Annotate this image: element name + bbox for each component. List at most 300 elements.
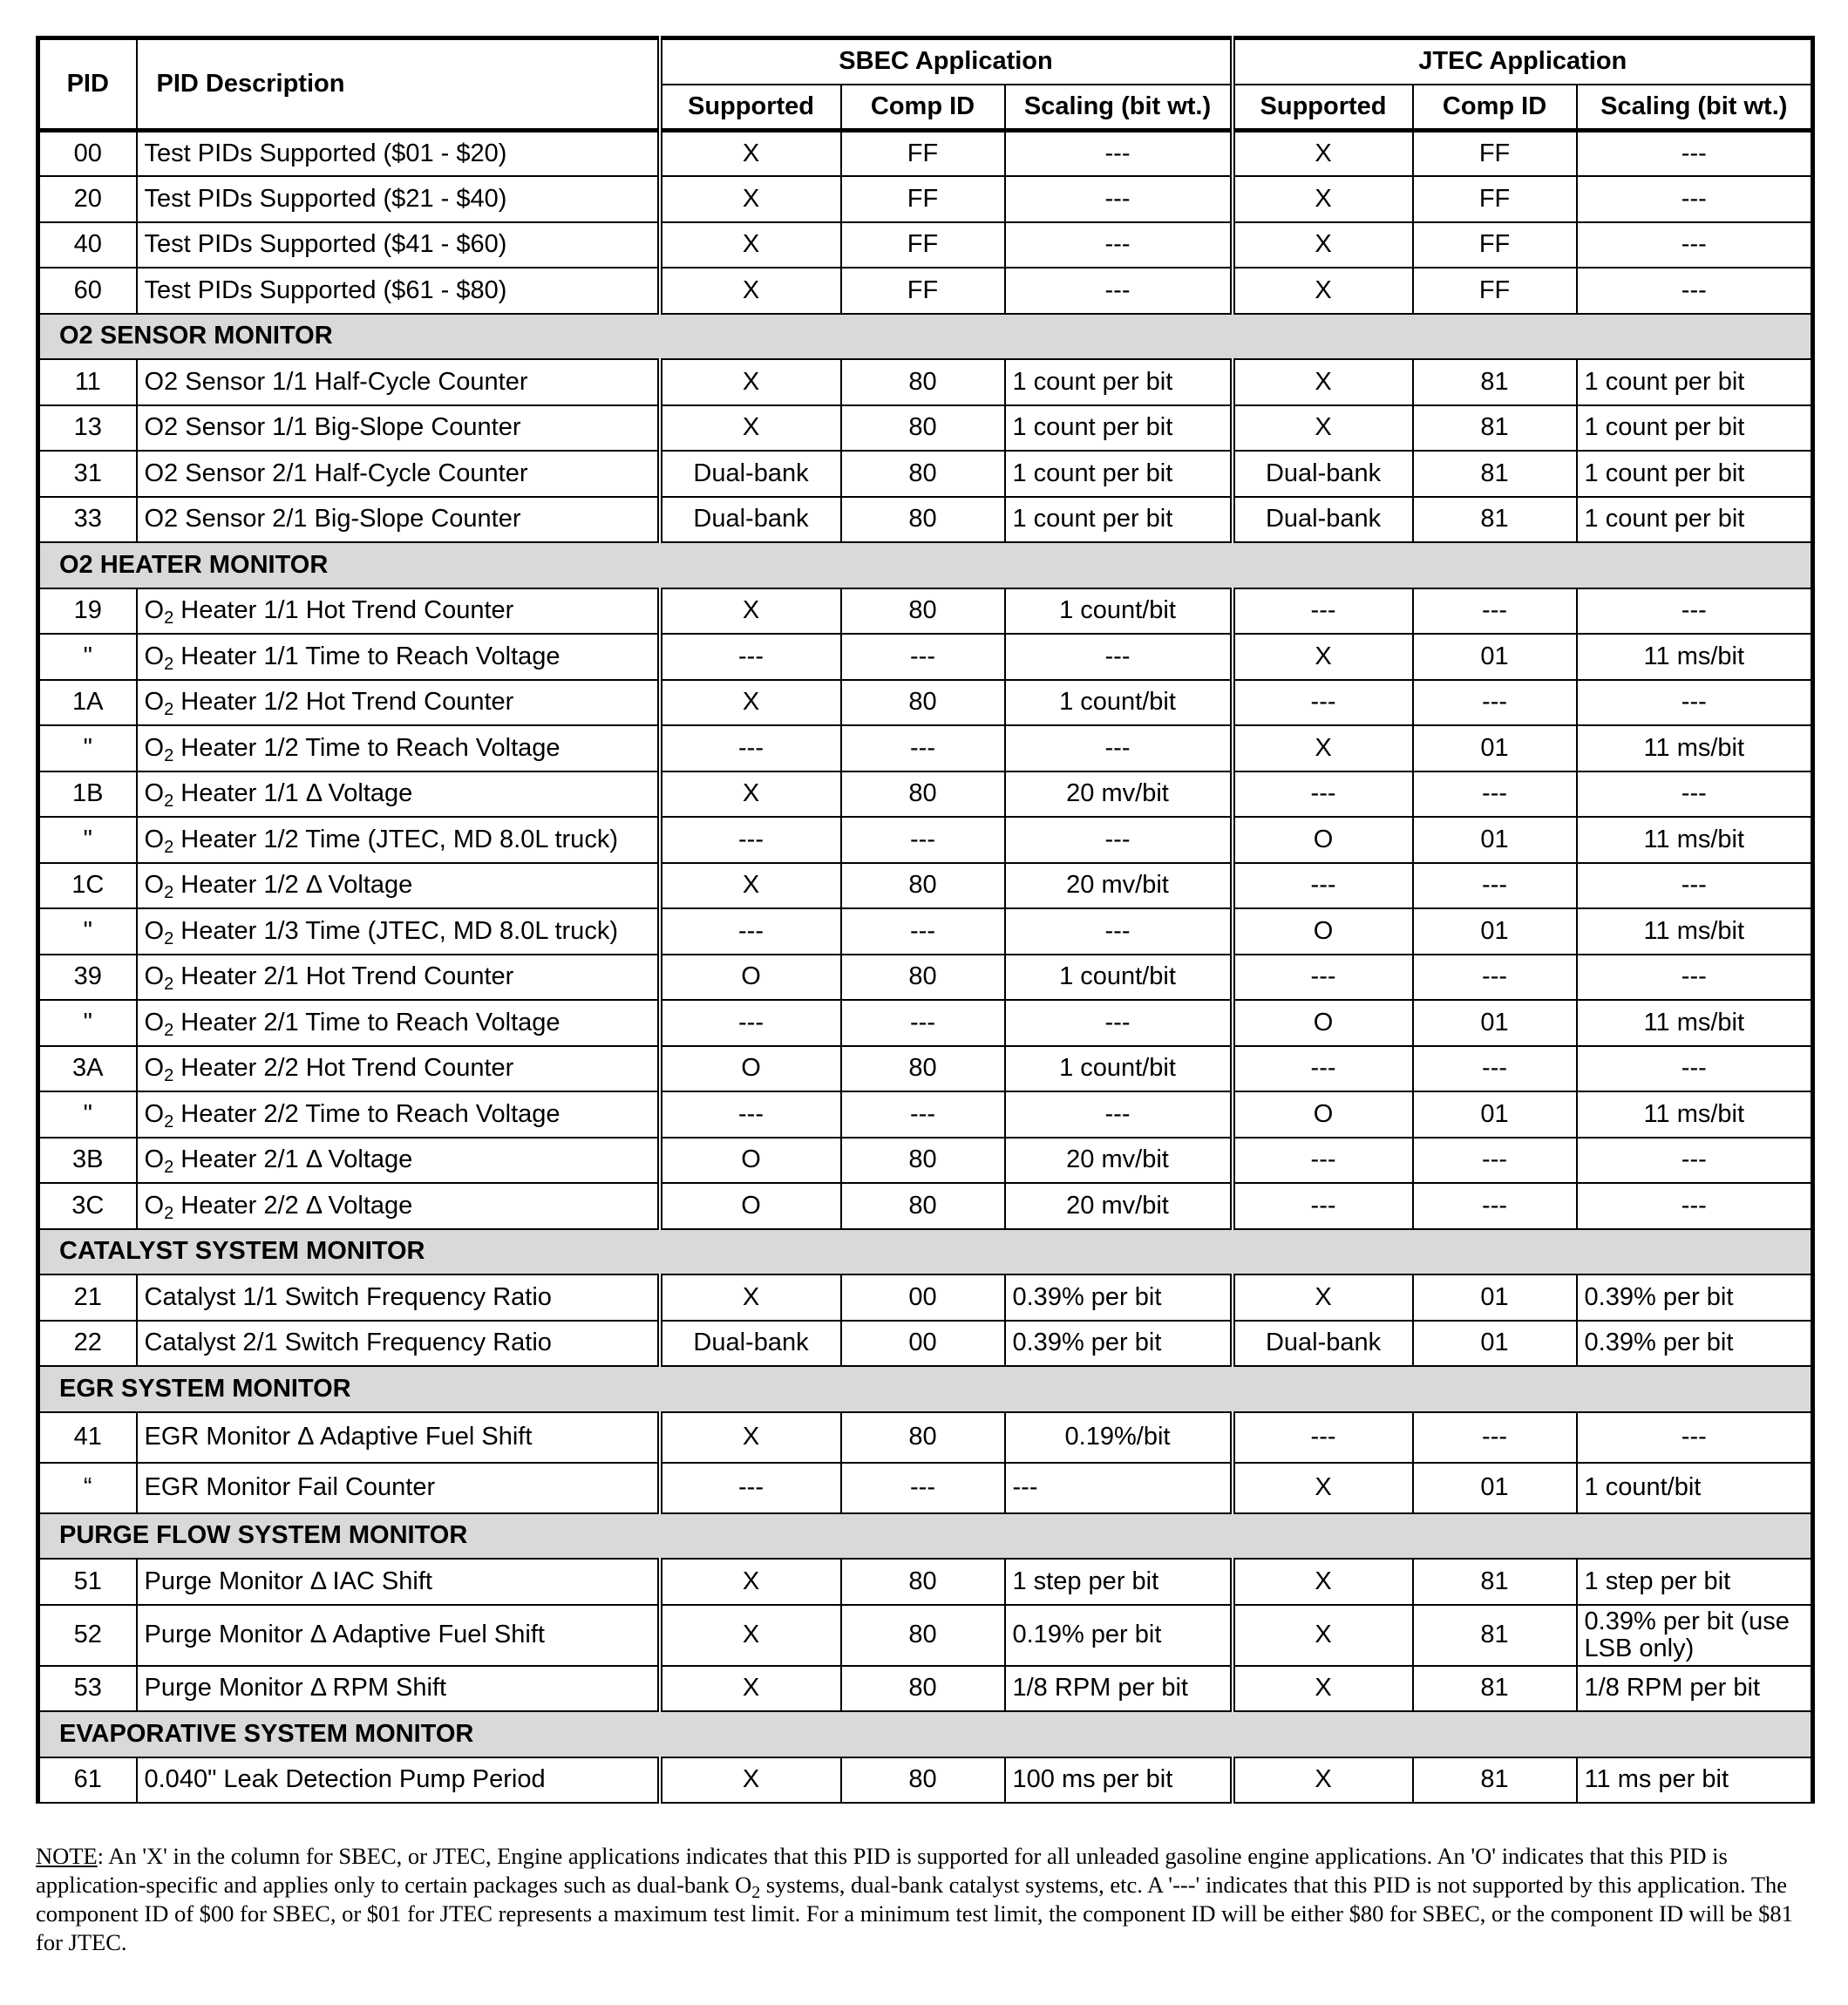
jtec-scaling-cell: --- (1577, 131, 1813, 177)
sbec-supported-cell: Dual-bank (660, 497, 841, 543)
jtec-supported-cell: --- (1233, 1138, 1413, 1184)
jtec-scaling-cell: 1 count per bit (1577, 497, 1813, 543)
table-row (38, 1605, 1813, 1666)
jtec-comp-id-cell: --- (1413, 771, 1577, 818)
sbec-comp-id-cell: 80 (841, 1605, 1005, 1666)
pid-cell: 31 (38, 451, 137, 497)
section-row (38, 1366, 1813, 1412)
sbec-scaling-cell: 1 count/bit (1005, 588, 1233, 635)
table-row (38, 1046, 1813, 1092)
section-title: EGR SYSTEM MONITOR (38, 1366, 1813, 1412)
sbec-scaling-cell: --- (1005, 725, 1233, 771)
sbec-scaling-cell: 0.19% per bit (1005, 1605, 1233, 1666)
sbec-scaling-cell: --- (1005, 222, 1233, 268)
table-row (38, 359, 1813, 405)
sbec-scaling-cell: 0.39% per bit (1005, 1274, 1233, 1321)
jtec-supported-cell: O (1233, 1091, 1413, 1138)
sbec-scaling-cell: 0.39% per bit (1005, 1321, 1233, 1367)
sbec-supported-cell: O (660, 1183, 841, 1229)
sbec-comp-id-cell: 80 (841, 680, 1005, 726)
jtec-supported-cell: --- (1233, 1183, 1413, 1229)
o2-subscript: 2 (164, 1020, 174, 1040)
sbec-scaling-cell: 1 count per bit (1005, 497, 1233, 543)
pid-cell: 33 (38, 497, 137, 543)
sbec-supported-cell: O (660, 955, 841, 1001)
description-cell: Catalyst 2/1 Switch Frequency Ratio (137, 1321, 660, 1367)
pid-cell: " (38, 908, 137, 955)
sbec-scaling-cell: 1 count/bit (1005, 680, 1233, 726)
o2-subscript: 2 (164, 745, 174, 765)
description-cell: $O_2$ Heater 1/2 Hot Trend Counter (137, 680, 660, 726)
o2-subscript: 2 (164, 1203, 174, 1223)
sbec-comp-id-cell: 80 (841, 405, 1005, 452)
description-cell: EGR Monitor Fail Counter (137, 1463, 660, 1513)
header-description: PID Description (137, 38, 660, 131)
pid-cell: 39 (38, 955, 137, 1001)
sbec-scaling-cell: 1/8 RPM per bit (1005, 1666, 1233, 1712)
table-row (38, 1000, 1813, 1046)
sbec-comp-id-cell: --- (841, 1091, 1005, 1138)
description-cell: $O_2$ Heater 2/1 Hot Trend Counter (137, 955, 660, 1001)
jtec-scaling-cell: --- (1577, 588, 1813, 635)
description-cell: $O_2$ Heater 1/1 Hot Trend Counter (137, 588, 660, 635)
jtec-comp-id-cell: 81 (1413, 359, 1577, 405)
table-row (38, 863, 1813, 909)
jtec-comp-id-cell: 01 (1413, 1091, 1577, 1138)
sbec-comp-id-cell: --- (841, 908, 1005, 955)
jtec-scaling-cell: --- (1577, 1412, 1813, 1463)
jtec-supported-cell: X (1233, 1757, 1413, 1804)
pid-cell: 19 (38, 588, 137, 635)
sbec-comp-id-cell: --- (841, 725, 1005, 771)
jtec-scaling-cell: --- (1577, 1183, 1813, 1229)
pid-cell: 11 (38, 359, 137, 405)
jtec-scaling-cell: 11 ms/bit (1577, 1091, 1813, 1138)
jtec-scaling-cell: --- (1577, 771, 1813, 818)
sbec-supported-cell: X (660, 131, 841, 177)
section-row (38, 314, 1813, 360)
jtec-supported-cell: X (1233, 268, 1413, 314)
table-row (38, 1757, 1813, 1804)
sbec-scaling-cell: --- (1005, 131, 1233, 177)
pid-cell: 51 (38, 1559, 137, 1605)
o2-subscript: 2 (164, 608, 174, 629)
jtec-comp-id-cell: 81 (1413, 497, 1577, 543)
description-text: Heater 1/2 Time to Reach Voltage (180, 733, 561, 762)
pid-cell: " (38, 1091, 137, 1138)
description-cell: Purge Monitor Δ IAC Shift (137, 1559, 660, 1605)
jtec-comp-id-cell: --- (1413, 955, 1577, 1001)
sbec-scaling-cell: --- (1005, 1463, 1233, 1513)
header-sbec-group: SBEC Application (660, 38, 1233, 85)
description-text: Heater 2/1 Hot Trend Counter (180, 962, 514, 991)
sbec-scaling-cell: 1 count per bit (1005, 451, 1233, 497)
sbec-scaling-cell: 20 mv/bit (1005, 1183, 1233, 1229)
description-text: Heater 1/2 Time (JTEC, MD 8.0L truck) (180, 825, 618, 853)
sbec-scaling-cell: 1 count/bit (1005, 955, 1233, 1001)
sbec-scaling-cell: 1 step per bit (1005, 1559, 1233, 1605)
jtec-supported-cell: X (1233, 222, 1413, 268)
description-text: Heater 2/2 Hot Trend Counter (180, 1054, 514, 1083)
table-row (38, 908, 1813, 955)
jtec-supported-cell: X (1233, 359, 1413, 405)
sbec-supported-cell: --- (660, 1091, 841, 1138)
sbec-scaling-cell: --- (1005, 817, 1233, 863)
footnote (36, 1842, 1797, 1957)
sbec-comp-id-cell: FF (841, 131, 1005, 177)
section-title: O2 HEATER MONITOR (38, 542, 1813, 588)
pid-cell: 22 (38, 1321, 137, 1367)
pid-cell: 61 (38, 1757, 137, 1804)
table-row (38, 588, 1813, 635)
table-row (38, 1412, 1813, 1463)
sbec-supported-cell: --- (660, 1000, 841, 1046)
jtec-supported-cell: X (1233, 1559, 1413, 1605)
jtec-scaling-cell: 11 ms/bit (1577, 634, 1813, 680)
o2-subscript: 2 (164, 654, 174, 674)
o2-subscript: 2 (164, 792, 174, 812)
sbec-comp-id-cell: 80 (841, 1757, 1005, 1804)
o2-subscript: 2 (164, 1158, 174, 1178)
jtec-comp-id-cell: 01 (1413, 1321, 1577, 1367)
jtec-scaling-cell: 11 ms/bit (1577, 908, 1813, 955)
sbec-supported-cell: X (660, 1274, 841, 1321)
jtec-comp-id-cell: --- (1413, 863, 1577, 909)
sbec-scaling-cell: 20 mv/bit (1005, 1138, 1233, 1184)
jtec-comp-id-cell: FF (1413, 222, 1577, 268)
jtec-supported-cell: --- (1233, 588, 1413, 635)
description-text: Heater 1/1 Hot Trend Counter (180, 596, 514, 625)
jtec-scaling-cell: --- (1577, 1046, 1813, 1092)
sbec-comp-id-cell: FF (841, 222, 1005, 268)
jtec-scaling-cell: --- (1577, 955, 1813, 1001)
jtec-scaling-cell: --- (1577, 176, 1813, 222)
description-text: Heater 1/2 Hot Trend Counter (180, 688, 514, 717)
jtec-scaling-cell: 1 count per bit (1577, 451, 1813, 497)
sbec-comp-id-cell: 80 (841, 1046, 1005, 1092)
section-title: PURGE FLOW SYSTEM MONITOR (38, 1513, 1813, 1560)
jtec-supported-cell: Dual-bank (1233, 497, 1413, 543)
sbec-supported-cell: --- (660, 634, 841, 680)
section-row (38, 542, 1813, 588)
pid-cell: 1A (38, 680, 137, 726)
pid-cell: 21 (38, 1274, 137, 1321)
description-cell: Catalyst 1/1 Switch Frequency Ratio (137, 1274, 660, 1321)
jtec-comp-id-cell: --- (1413, 1412, 1577, 1463)
sbec-comp-id-cell: 80 (841, 863, 1005, 909)
sbec-scaling-cell: --- (1005, 908, 1233, 955)
description-cell: Test PIDs Supported ($01 - $20) (137, 131, 660, 177)
description-text: Heater 2/1 Time to Reach Voltage (180, 1008, 561, 1036)
jtec-comp-id-cell: 01 (1413, 817, 1577, 863)
sbec-comp-id-cell: --- (841, 634, 1005, 680)
jtec-supported-cell: X (1233, 1463, 1413, 1513)
sbec-supported-cell: X (660, 359, 841, 405)
section-title: O2 SENSOR MONITOR (38, 314, 1813, 360)
jtec-comp-id-cell: 01 (1413, 1000, 1577, 1046)
header-pid: PID (38, 38, 137, 131)
table-row (38, 222, 1813, 268)
o2-subscript: 2 (164, 1066, 174, 1086)
jtec-comp-id-cell: --- (1413, 588, 1577, 635)
o2-subscript: 2 (164, 883, 174, 903)
sbec-supported-cell: X (660, 222, 841, 268)
jtec-comp-id-cell: 81 (1413, 405, 1577, 452)
sbec-comp-id-cell: --- (841, 1000, 1005, 1046)
section-row (38, 1711, 1813, 1757)
sbec-comp-id-cell: 80 (841, 588, 1005, 635)
pid-cell: 20 (38, 176, 137, 222)
jtec-scaling-cell: 1/8 RPM per bit (1577, 1666, 1813, 1712)
sbec-comp-id-cell: 00 (841, 1274, 1005, 1321)
sbec-supported-cell: X (660, 863, 841, 909)
section-title: EVAPORATIVE SYSTEM MONITOR (38, 1711, 1813, 1757)
jtec-comp-id-cell: 01 (1413, 1274, 1577, 1321)
table-row (38, 771, 1813, 818)
table-row (38, 1559, 1813, 1605)
description-text: Heater 2/2 Time to Reach Voltage (180, 1099, 561, 1128)
table-row (38, 451, 1813, 497)
jtec-comp-id-cell: 01 (1413, 634, 1577, 680)
sbec-comp-id-cell: 80 (841, 359, 1005, 405)
table-row (38, 1091, 1813, 1138)
jtec-scaling-cell: 0.39% per bit (1577, 1274, 1813, 1321)
description-cell: Test PIDs Supported ($21 - $40) (137, 176, 660, 222)
sbec-supported-cell: X (660, 1666, 841, 1712)
jtec-supported-cell: --- (1233, 1046, 1413, 1092)
section-row (38, 1229, 1813, 1275)
table-row (38, 817, 1813, 863)
pid-cell: 1C (38, 863, 137, 909)
sbec-comp-id-cell: 80 (841, 955, 1005, 1001)
jtec-comp-id-cell: 01 (1413, 725, 1577, 771)
sbec-supported-cell: X (660, 1757, 841, 1804)
sbec-comp-id-cell: 00 (841, 1321, 1005, 1367)
sbec-scaling-cell: 0.19%/bit (1005, 1412, 1233, 1463)
sbec-comp-id-cell: 80 (841, 497, 1005, 543)
table-row (38, 955, 1813, 1001)
jtec-supported-cell: --- (1233, 771, 1413, 818)
sbec-scaling-cell: --- (1005, 634, 1233, 680)
description-cell: $O_2$ Heater 1/1 Time to Reach Voltage (137, 634, 660, 680)
jtec-comp-id-cell: --- (1413, 680, 1577, 726)
sbec-scaling-cell: 20 mv/bit (1005, 771, 1233, 818)
table-row (38, 1666, 1813, 1712)
header-sbec-scaling: Scaling (bit wt.) (1005, 85, 1233, 131)
note-subscript: 2 (751, 1883, 761, 1902)
section-row (38, 1513, 1813, 1560)
pid-cell: 3B (38, 1138, 137, 1184)
description-cell: O2 Sensor 1/1 Big-Slope Counter (137, 405, 660, 452)
jtec-comp-id-cell: 01 (1413, 908, 1577, 955)
description-cell: $O_2$ Heater 1/1 Δ Voltage (137, 771, 660, 818)
jtec-supported-cell: X (1233, 634, 1413, 680)
pid-cell: " (38, 725, 137, 771)
description-cell: $O_2$ Heater 2/2 Hot Trend Counter (137, 1046, 660, 1092)
description-cell: $O_2$ Heater 2/1 Time to Reach Voltage (137, 1000, 660, 1046)
table-row (38, 680, 1813, 726)
sbec-supported-cell: --- (660, 908, 841, 955)
sbec-supported-cell: --- (660, 725, 841, 771)
jtec-scaling-cell: 1 count per bit (1577, 359, 1813, 405)
description-cell: $O_2$ Heater 1/2 Δ Voltage (137, 863, 660, 909)
sbec-comp-id-cell: 80 (841, 1138, 1005, 1184)
table-row (38, 405, 1813, 452)
pid-table (36, 36, 1815, 1804)
note-text-part1: : An 'X' in the column for SBEC, or JTEC, Engine applications indicates that this PID is supported for all unleaded gasoline engine applications. An 'O' indicates that this PID is application-specific and applies only to certain packages such as dual-bank O (36, 1843, 1728, 1898)
o2-subscript: 2 (164, 975, 174, 995)
header-sbec-comp-id: Comp ID (841, 85, 1005, 131)
header-jtec-scaling: Scaling (bit wt.) (1577, 85, 1813, 131)
jtec-scaling-cell: --- (1577, 1138, 1813, 1184)
sbec-comp-id-cell: FF (841, 176, 1005, 222)
sbec-comp-id-cell: FF (841, 268, 1005, 314)
table-row (38, 725, 1813, 771)
sbec-supported-cell: X (660, 771, 841, 818)
jtec-scaling-cell: 11 ms/bit (1577, 817, 1813, 863)
description-cell: 0.040" Leak Detection Pump Period (137, 1757, 660, 1804)
jtec-scaling-cell: 0.39% per bit (use LSB only) (1577, 1605, 1813, 1666)
jtec-comp-id-cell: --- (1413, 1138, 1577, 1184)
o2-subscript: 2 (164, 837, 174, 857)
sbec-comp-id-cell: --- (841, 817, 1005, 863)
jtec-comp-id-cell: 01 (1413, 1463, 1577, 1513)
jtec-comp-id-cell: --- (1413, 1183, 1577, 1229)
pid-cell: " (38, 1000, 137, 1046)
sbec-scaling-cell: 1 count/bit (1005, 1046, 1233, 1092)
jtec-supported-cell: X (1233, 1605, 1413, 1666)
pid-cell: 1B (38, 771, 137, 818)
sbec-supported-cell: X (660, 268, 841, 314)
jtec-comp-id-cell: FF (1413, 268, 1577, 314)
sbec-scaling-cell: --- (1005, 268, 1233, 314)
sbec-comp-id-cell: 80 (841, 1666, 1005, 1712)
jtec-supported-cell: X (1233, 725, 1413, 771)
sbec-supported-cell: --- (660, 1463, 841, 1513)
o2-subscript: 2 (164, 700, 174, 720)
sbec-scaling-cell: 100 ms per bit (1005, 1757, 1233, 1804)
jtec-supported-cell: X (1233, 405, 1413, 452)
pid-cell: 40 (38, 222, 137, 268)
description-cell: Test PIDs Supported ($41 - $60) (137, 222, 660, 268)
jtec-comp-id-cell: --- (1413, 1046, 1577, 1092)
sbec-scaling-cell: 1 count per bit (1005, 359, 1233, 405)
description-cell: $O_2$ Heater 2/2 Δ Voltage (137, 1183, 660, 1229)
jtec-supported-cell: X (1233, 176, 1413, 222)
description-cell: O2 Sensor 2/1 Big-Slope Counter (137, 497, 660, 543)
sbec-supported-cell: Dual-bank (660, 1321, 841, 1367)
table-row (38, 268, 1813, 314)
description-cell: Test PIDs Supported ($61 - $80) (137, 268, 660, 314)
pid-cell: 00 (38, 131, 137, 177)
pid-cell: " (38, 634, 137, 680)
pid-cell: " (38, 817, 137, 863)
jtec-scaling-cell: --- (1577, 863, 1813, 909)
jtec-supported-cell: O (1233, 817, 1413, 863)
description-text: Heater 1/1 Δ Voltage (180, 779, 413, 808)
o2-subscript: 2 (164, 1111, 174, 1132)
jtec-scaling-cell: 1 count per bit (1577, 405, 1813, 452)
jtec-supported-cell: --- (1233, 863, 1413, 909)
document-page (36, 36, 1811, 1804)
sbec-comp-id-cell: --- (841, 1463, 1005, 1513)
sbec-comp-id-cell: 80 (841, 771, 1005, 818)
sbec-supported-cell: X (660, 680, 841, 726)
header-sbec-supported: Supported (660, 85, 841, 131)
header-jtec-group: JTEC Application (1233, 38, 1813, 85)
jtec-comp-id-cell: 81 (1413, 1605, 1577, 1666)
description-cell: $O_2$ Heater 1/2 Time to Reach Voltage (137, 725, 660, 771)
description-cell: Purge Monitor Δ Adaptive Fuel Shift (137, 1605, 660, 1666)
jtec-comp-id-cell: 81 (1413, 451, 1577, 497)
table-row (38, 497, 1813, 543)
jtec-supported-cell: O (1233, 1000, 1413, 1046)
jtec-supported-cell: --- (1233, 955, 1413, 1001)
table-row (38, 1463, 1813, 1513)
jtec-scaling-cell: 0.39% per bit (1577, 1321, 1813, 1367)
pid-cell: 52 (38, 1605, 137, 1666)
jtec-comp-id-cell: 81 (1413, 1666, 1577, 1712)
description-text: Heater 1/2 Δ Voltage (180, 871, 413, 900)
sbec-supported-cell: X (660, 588, 841, 635)
header-jtec-supported: Supported (1233, 85, 1413, 131)
sbec-supported-cell: X (660, 1605, 841, 1666)
description-text: Heater 1/1 Time to Reach Voltage (180, 642, 561, 670)
pid-cell: 3A (38, 1046, 137, 1092)
jtec-comp-id-cell: FF (1413, 131, 1577, 177)
sbec-supported-cell: X (660, 405, 841, 452)
note-text-part2: systems, dual-bank catalyst systems, etc. A '---' indicates that this PID is not supported by this application. The component ID of $00 for SBEC, or $01 for JTEC represents a maximum test limit. For a minimum test limit, the component ID will be either $80 for SBEC, or the component ID will be $81 for JTEC. (36, 1872, 1793, 1955)
header-jtec-comp-id: Comp ID (1413, 85, 1577, 131)
sbec-supported-cell: Dual-bank (660, 451, 841, 497)
sbec-comp-id-cell: 80 (841, 1183, 1005, 1229)
description-cell: EGR Monitor Δ Adaptive Fuel Shift (137, 1412, 660, 1463)
sbec-scaling-cell: --- (1005, 1091, 1233, 1138)
section-title: CATALYST SYSTEM MONITOR (38, 1229, 1813, 1275)
jtec-scaling-cell: --- (1577, 268, 1813, 314)
sbec-comp-id-cell: 80 (841, 1559, 1005, 1605)
description-text: Heater 2/2 Δ Voltage (180, 1191, 413, 1220)
description-cell: $O_2$ Heater 2/1 Δ Voltage (137, 1138, 660, 1184)
jtec-scaling-cell: --- (1577, 680, 1813, 726)
sbec-scaling-cell: --- (1005, 176, 1233, 222)
jtec-supported-cell: --- (1233, 680, 1413, 726)
description-cell: O2 Sensor 1/1 Half-Cycle Counter (137, 359, 660, 405)
jtec-scaling-cell: 11 ms/bit (1577, 725, 1813, 771)
jtec-supported-cell: X (1233, 1666, 1413, 1712)
pid-table-body (38, 131, 1813, 1804)
sbec-scaling-cell: 1 count per bit (1005, 405, 1233, 452)
sbec-supported-cell: X (660, 1412, 841, 1463)
jtec-scaling-cell: 11 ms per bit (1577, 1757, 1813, 1804)
description-cell: Purge Monitor Δ RPM Shift (137, 1666, 660, 1712)
jtec-supported-cell: --- (1233, 1412, 1413, 1463)
sbec-supported-cell: O (660, 1138, 841, 1184)
table-row (38, 1183, 1813, 1229)
o2-subscript: 2 (164, 928, 174, 948)
jtec-comp-id-cell: 81 (1413, 1757, 1577, 1804)
jtec-supported-cell: X (1233, 1274, 1413, 1321)
pid-cell: 13 (38, 405, 137, 452)
sbec-comp-id-cell: 80 (841, 1412, 1005, 1463)
jtec-supported-cell: X (1233, 131, 1413, 177)
pid-cell: “ (38, 1463, 137, 1513)
jtec-comp-id-cell: FF (1413, 176, 1577, 222)
sbec-scaling-cell: 20 mv/bit (1005, 863, 1233, 909)
jtec-comp-id-cell: 81 (1413, 1559, 1577, 1605)
table-row (38, 634, 1813, 680)
table-row (38, 131, 1813, 177)
